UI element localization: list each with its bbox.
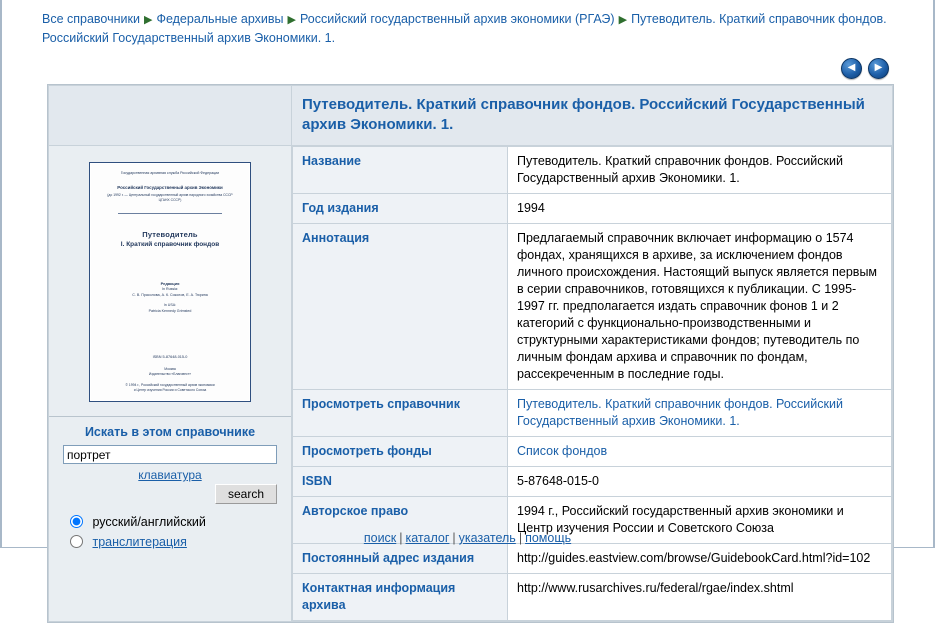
cover-copyright-2: и Центр изучения России и Советского Союза <box>133 388 207 392</box>
search-button[interactable]: search <box>215 484 277 504</box>
table-row <box>293 437 892 467</box>
footer-separator: | <box>399 531 403 545</box>
previous-record-button[interactable]: ◀ <box>841 58 862 79</box>
record-navigation <box>841 58 889 79</box>
page-title-cell <box>292 86 893 146</box>
detail-label-7: Постоянный адрес издания <box>293 544 508 574</box>
view-funds-link[interactable]: Список фондов <box>517 444 608 458</box>
virtual-keyboard-link[interactable]: клавиатура <box>138 468 202 482</box>
search-button-row <box>59 484 281 504</box>
detail-label-2: Аннотация <box>293 224 508 390</box>
table-row <box>293 224 892 390</box>
search-box-title: Искать в этом справочнике <box>84 425 256 439</box>
detail-value-2: Предлагаемый справочник включает информацию о 1574 фондах, хранящихся в архиве, за исключением фондов личного происхождения. Настоящий выпуск является первым в серии справочников, готовящихся к публикации. С 1995-1997 гг. предполагается издать справочник фонов 1 и 2 категорий с функционально-производственными и структурными характеристиками фондов; путеводитель по личным фондам архива и справочник по фондам, рассекреченным в последние годы. <box>508 224 892 390</box>
table-row <box>293 194 892 224</box>
cover-title: Путеводитель <box>142 229 198 239</box>
cover-editors-ru-label: In Russia: <box>162 287 178 292</box>
cover-image-wrap <box>49 146 291 416</box>
details-table <box>292 146 892 621</box>
cover-organization-sub2: ЦГАНХ СССР) <box>158 197 182 202</box>
breadcrumb-item-1[interactable]: Федеральные архивы <box>156 12 284 26</box>
breadcrumb-item-0[interactable]: Все справочники <box>42 12 140 26</box>
breadcrumb-separator-icon: ▶ <box>618 14 628 26</box>
page-title: Путеводитель. Краткий справочник фондов. Российский Государственный архив Экономики. 1. <box>302 96 865 133</box>
breadcrumb <box>2 0 933 51</box>
cover-isbn: ISBN 5-87648-015-0 <box>152 355 188 359</box>
table-row <box>293 544 892 574</box>
breadcrumb-separator-icon: ▶ <box>143 14 153 26</box>
detail-label-8: Контактная информация архива <box>293 574 508 621</box>
detail-value-6: 1994 г., Российский государственный архив экономики и Центр изучения России и Советского Союза <box>508 497 892 544</box>
detail-value-8: http://www.rusarchives.ru/federal/rgae/index.shtml <box>508 574 892 621</box>
table-row <box>293 574 892 621</box>
footer-link-index[interactable]: указатель <box>458 531 516 545</box>
cover-subtitle: I. Краткий справочник фондов <box>120 240 220 248</box>
details-column <box>292 146 893 622</box>
search-mode-label-translit[interactable]: транслитерация <box>92 535 187 549</box>
detail-value-5: 5-87648-015-0 <box>508 467 892 497</box>
cover-editors-ru: С. В. Прасолова, А. К. Соколов, Е. А. Тюрина <box>132 292 208 297</box>
table-row <box>293 467 892 497</box>
breadcrumb-item-2[interactable]: Российский государственный архив экономики (РГАЭ) <box>299 12 615 26</box>
view-guide-link[interactable]: Путеводитель. Краткий справочник фондов. Российский Государственный архив Экономики. 1. <box>517 397 843 428</box>
cover-editors-us-label: In USA: <box>163 303 177 308</box>
detail-label-1: Год издания <box>293 194 508 224</box>
footer-separator: | <box>452 531 456 545</box>
breadcrumb-separator-icon: ▶ <box>287 14 296 26</box>
cover-agency-line: Государственная архивная служба Российской Федерации <box>120 171 220 175</box>
footer-separator: | <box>518 531 523 545</box>
title-spacer-cell <box>49 86 292 146</box>
footer-nav <box>2 531 933 545</box>
cover-publisher: Издательство «Благовест» <box>148 372 192 376</box>
cover-imprint <box>90 355 250 393</box>
detail-label-4: Просмотреть фонды <box>293 437 508 467</box>
cover-copyright-1: © 1994 г., Российский государственный архив экономики <box>125 383 215 387</box>
search-mode-radio-russian[interactable] <box>70 515 83 528</box>
detail-label-6: Авторское право <box>293 497 508 544</box>
cover-organization-sub1: (до 1992 г. — Центральный государственный архив народного хозяйства СССР <box>107 192 233 197</box>
cover-organization: Российский Государственный архив Экономики <box>117 184 223 190</box>
footer-link-catalog[interactable]: каталог <box>405 531 450 545</box>
search-mode-option-russian[interactable] <box>65 515 206 529</box>
detail-value-7: http://guides.eastview.com/browse/GuidebookCard.html?id=102 <box>508 544 892 574</box>
detail-label-3: Просмотреть справочник <box>293 390 508 437</box>
detail-value-1: 1994 <box>508 194 892 224</box>
cover-editors <box>100 281 240 315</box>
detail-label-0: Название <box>293 147 508 194</box>
cover-divider <box>118 213 222 214</box>
cover-editors-us: Patricia Kennedy Grimsted <box>148 308 192 313</box>
detail-value-0: Путеводитель. Краткий справочник фондов. Российский Государственный архив Экономики. 1. <box>508 147 892 194</box>
footer-link-search[interactable]: поиск <box>363 531 397 545</box>
table-row <box>293 390 892 437</box>
cover-editors-label: Редакция <box>160 280 180 286</box>
next-record-button[interactable]: ▶ <box>868 58 889 79</box>
left-column <box>49 146 292 622</box>
cover-city: Москва <box>164 367 176 371</box>
search-mode-label-russian: русский/английский <box>92 515 206 529</box>
footer-link-help[interactable]: помощь <box>525 531 572 545</box>
breadcrumb-item-current: Путеводитель. Краткий справочник фондов. Российский Государственный архив Экономики. 1. <box>42 12 887 45</box>
book-cover-image <box>89 162 251 402</box>
search-input[interactable] <box>63 445 277 464</box>
table-row <box>293 147 892 194</box>
detail-label-5: ISBN <box>293 467 508 497</box>
detail-value-4-cell <box>508 437 892 467</box>
detail-value-3-cell <box>508 390 892 437</box>
